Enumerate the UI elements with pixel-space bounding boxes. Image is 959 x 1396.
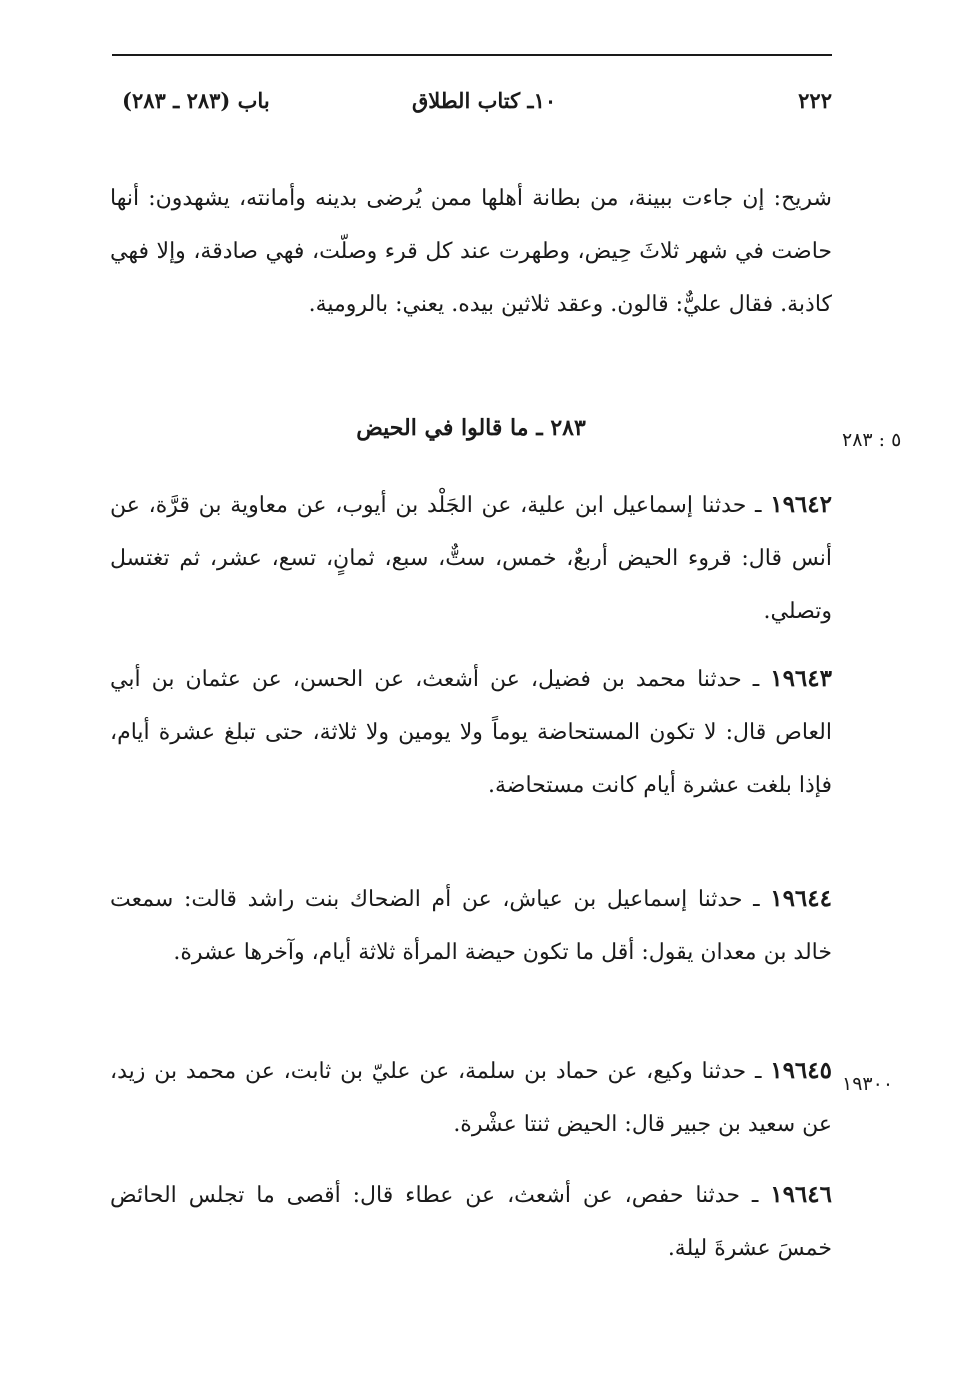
chapter-range: باب (٢٨٣ ـ ٢٨٣): [122, 88, 270, 113]
hadith-number: ١٩٦٤٥: [770, 1057, 832, 1084]
hadith-number: ١٩٦٤٤: [770, 885, 832, 912]
section-margin-ref: ٥ : ٢٨٣: [842, 429, 902, 451]
hadith-19646: [110, 1168, 832, 1275]
page-number: ٢٢٢: [798, 88, 832, 113]
hadith-19643: [110, 652, 832, 812]
section-title: ٢٨٣ ـ ما قالوا في الحيض: [356, 415, 586, 441]
hadith-text: ـ حدثنا حفص، عن أشعث، عن عطاء قال: أقصى ما تجلس الحائض خمسَ عشرةَ ليلة.: [110, 1183, 832, 1261]
hadith-number: ١٩٦٤٣: [770, 665, 832, 692]
book-title: ١٠ـ كتاب الطلاق: [412, 88, 557, 113]
hadith-text: ـ حدثنا إسماعيل ابن علية، عن الجَلْد بن أيوب، عن معاوية بن قرَّة، عن أنس قال: قروء الحيض أربعٌ، خمس، ستٌّ، سبع، ثمانٍ، تسع، عشر، ثم تغتسل وتصلي.: [110, 493, 832, 624]
hadith-number: ١٩٦٤٢: [770, 491, 832, 518]
hadith-number: ١٩٦٤٦: [770, 1181, 832, 1208]
page-header: [112, 88, 832, 138]
hadith-text: ـ حدثنا محمد بن فضيل، عن أشعث، عن الحسن، عن عثمان بن أبي العاص قال: لا تكون المستحاضة يوماً ولا يومين ولا ثلاثة، حتى تبلغ عشرة أيام، فإذا بلغت عشرة أيام كانت مستحاضة.: [110, 667, 832, 798]
intro-paragraph: شريح: إن جاءت ببينة، من بطانة أهلها ممن يُرضى بدينه وأمانته، يشهدون: أنها حاضت في شهر ثلاثَ حِيض، وطهرت عند كل قرء وصلّت، فهي صادقة، وإلا فهي كاذبة. فقال عليٌّ: قالون. وعقد ثلاثين بيده. يعني: بالرومية.: [110, 186, 832, 317]
hadith-19644: [110, 872, 832, 979]
hadith-text: ـ حدثنا وكيع، عن حماد بن سلمة، عن عليّ بن ثابت، عن محمد بن زيد، عن سعيد بن جبير قال: الحيض ثنتا عشْرة.: [110, 1059, 832, 1137]
header-rule: [112, 54, 832, 56]
hadith-19645: [110, 1044, 832, 1151]
hadith-19642: [110, 478, 832, 638]
volume-margin-ref: ١٩٣٠٠: [842, 1073, 894, 1095]
hadith-text: ـ حدثنا إسماعيل بن عياش، عن أم الضحاك بنت راشد قالت: سمعت خالد بن معدان يقول: أقل ما تكون حيضة المرأة ثلاثة أيام، وآخرها عشرة.: [110, 887, 832, 965]
